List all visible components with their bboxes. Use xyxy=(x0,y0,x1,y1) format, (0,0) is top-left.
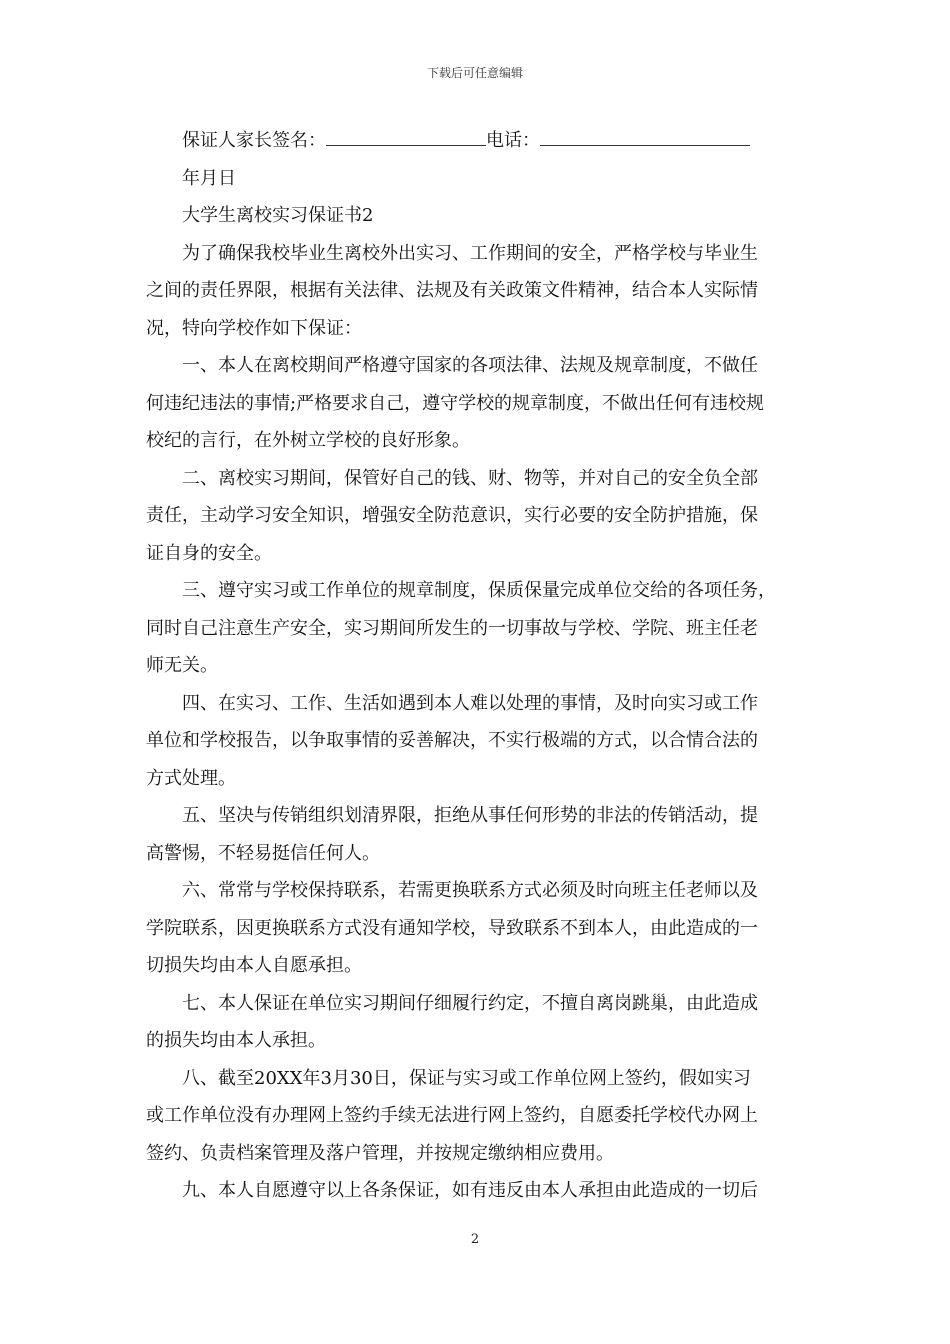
paragraph-line: 何违纪违法的事情;严格要求自己，遵守学校的规章制度，不做出任何有违校规 xyxy=(146,392,765,414)
document-title: 大学生离校实习保证书2 xyxy=(182,205,374,226)
paragraph-line: 四、在实习、工作、生活如遇到本人难以处理的事情，及时向实习或工作 xyxy=(182,692,758,714)
paragraph-line: 二、离校实习期间，保管好自己的钱、财、物等，并对自己的安全负全部 xyxy=(182,467,758,489)
document-body xyxy=(146,122,806,1210)
guardian-signature-blank xyxy=(326,131,486,146)
paragraph-line: 方式处理。 xyxy=(146,767,236,789)
paragraph xyxy=(146,235,806,348)
paragraph-line: 校纪的言行，在外树立学校的良好形象。 xyxy=(146,430,470,451)
paragraph-line: 九、本人自愿遵守以上各条保证，如有违反由本人承担由此造成的一切后 xyxy=(182,1180,758,1201)
paragraph-line: 七、本人保证在单位实习期间仔细履行约定，不擅自离岗跳巢，由此造成 xyxy=(182,992,758,1014)
paragraph-line: 切损失均由本人自愿承担。 xyxy=(146,955,362,976)
page-number: 2 xyxy=(470,1232,480,1247)
paragraph-line: 的损失均由本人承担。 xyxy=(146,1030,326,1051)
paragraph-list xyxy=(146,235,806,1210)
paragraph xyxy=(146,572,806,685)
paragraph-line: 八、截至20XX年3月30日，保证与实习或工作单位网上签约，假如实习 xyxy=(182,1067,751,1089)
paragraph-line: 之间的责任界限，根据有关法律、法规及有关政策文件精神，结合本人实际情 xyxy=(146,280,758,301)
paragraph-line: 五、坚决与传销组织划清界限，拒绝从事任何形势的非法的传销活动，提 xyxy=(182,805,758,826)
paragraph xyxy=(146,347,806,460)
guardian-signature-label: 保证人家长签名： xyxy=(182,130,326,151)
phone-label: 电话： xyxy=(486,130,540,151)
paragraph-line: 三、遵守实习或工作单位的规章制度，保质保量完成单位交给的各项任务， xyxy=(182,580,776,601)
paragraph-line: 或工作单位没有办理网上签约手续无法进行网上签约，自愿委托学校代办网上 xyxy=(146,1105,758,1126)
paragraph-line: 同时自己注意生产安全，实习期间所发生的一切事故与学校、学院、班主任老 xyxy=(146,617,758,639)
paragraph-line: 况，特向学校作如下保证： xyxy=(146,317,362,339)
paragraph xyxy=(146,1060,806,1173)
paragraph xyxy=(146,985,806,1060)
paragraph-line: 证自身的安全。 xyxy=(146,542,272,564)
paragraph xyxy=(146,1172,806,1210)
paragraph xyxy=(146,685,806,798)
paragraph-line: 责任，主动学习安全知识，增强安全防范意识，实行必要的安全防护措施，保 xyxy=(146,505,758,526)
paragraph-line: 为了确保我校毕业生离校外出实习、工作期间的安全，严格学校与毕业生 xyxy=(182,242,758,264)
signature-line xyxy=(146,122,806,160)
paragraph-line: 一、本人在离校期间严格遵守国家的各项法律、法规及规章制度，不做任 xyxy=(182,355,758,376)
paragraph xyxy=(146,460,806,573)
phone-blank xyxy=(540,131,750,146)
paragraph-line: 六、常常与学校保持联系，若需更换联系方式必须及时向班主任老师以及 xyxy=(182,880,758,901)
paragraph-line: 学院联系，因更换联系方式没有通知学校，导致联系不到本人，由此造成的一 xyxy=(146,917,758,939)
paragraph xyxy=(146,797,806,872)
paragraph-line: 签约、负责档案管理及落户管理，并按规定缴纳相应费用。 xyxy=(146,1142,614,1164)
paragraph xyxy=(146,872,806,985)
paragraph-line: 师无关。 xyxy=(146,655,218,676)
paragraph-line: 单位和学校报告，以争取事情的妥善解决，不实行极端的方式，以合情合法的 xyxy=(146,730,758,751)
paragraph-line: 高警惕，不轻易挺信任何人。 xyxy=(146,842,380,864)
page-header-note: 下载后可任意编辑 xyxy=(426,66,523,80)
date-line: 年月日 xyxy=(182,167,236,189)
